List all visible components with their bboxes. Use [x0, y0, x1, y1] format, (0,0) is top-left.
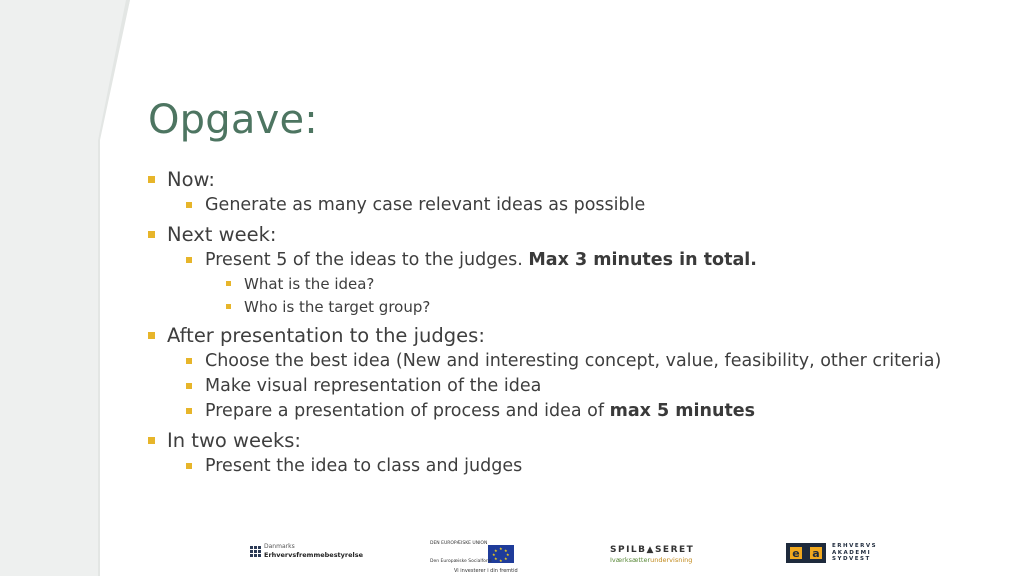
square-bullet-icon: [186, 358, 192, 364]
logo-text: Danmarks: [264, 543, 295, 550]
section-label: After presentation to the judges:: [167, 324, 485, 347]
eu-flag-icon: ★ ★ ★ ★ ★ ★ ★ ★: [488, 545, 514, 563]
list-item-text: Prepare a presentation of process and idea of: [205, 401, 610, 421]
denmark-emblem-icon: [250, 546, 260, 556]
erhvervsakademi-sydvest-logo: [786, 543, 877, 563]
section-heading: [148, 427, 998, 454]
section-heading: [148, 322, 998, 349]
list-item-emphasis: Max 3 minutes in total.: [528, 250, 757, 270]
logo-text: ERHVERVS: [832, 543, 878, 550]
square-bullet-icon: [148, 437, 155, 444]
square-bullet-icon: [186, 408, 192, 414]
section-label: In two weeks:: [167, 429, 301, 452]
logo-text: SYDVEST: [832, 556, 871, 563]
spilbaseret-logo: [610, 545, 694, 564]
eu-social-fund-logo: [428, 539, 518, 575]
square-bullet-icon: [186, 383, 192, 389]
slide-content: [148, 166, 998, 479]
logo-text: undervisning: [650, 556, 693, 564]
section-label: Next week:: [167, 223, 277, 246]
logo-text: DEN EUROPÆISKE UNION: [430, 541, 488, 546]
list-item-emphasis: max 5 minutes: [609, 401, 756, 421]
square-bullet-icon: [186, 463, 192, 469]
section-heading: [148, 166, 998, 193]
sub-list-item: [148, 296, 998, 319]
list-item: [148, 374, 998, 399]
list-item: [148, 248, 998, 273]
square-bullet-icon: [148, 231, 155, 238]
erhvervsfremmebestyrelse-logo: [250, 543, 363, 559]
sub-list-item-text: Who is the target group?: [244, 298, 431, 316]
square-bullet-icon: [148, 332, 155, 339]
list-item-text: Generate as many case relevant ideas as possible: [205, 195, 646, 215]
logo-text: Den Europæiske Socialfond: [430, 559, 492, 564]
logo-text: SPILB▲SERET: [610, 545, 695, 555]
list-item-text: Present the idea to class and judges: [205, 456, 523, 476]
list-item-text: Make visual representation of the idea: [205, 376, 542, 396]
square-bullet-icon: [186, 257, 192, 263]
list-item: [148, 193, 998, 218]
footer-logos: [0, 535, 1024, 576]
list-item: [148, 454, 998, 479]
square-bullet-icon: [226, 281, 231, 286]
square-bullet-icon: [148, 176, 155, 183]
list-item-text: Choose the best idea (New and interesting concept, value, feasibility, other criteria): [205, 351, 942, 371]
logo-text: Iværksætter: [610, 556, 651, 564]
square-bullet-icon: [186, 202, 192, 208]
list-item-text: Present 5 of the ideas to the judges.: [205, 250, 529, 270]
list-item: [148, 399, 998, 424]
section-heading: [148, 221, 998, 248]
square-bullet-icon: [226, 304, 231, 309]
logo-text: Vi investerer i din fremtid: [454, 568, 518, 574]
sub-list-item: [148, 273, 998, 296]
ea-mark-icon: e a: [786, 543, 826, 563]
slide-title: Opgave:: [148, 97, 318, 143]
section-label: Now:: [167, 168, 215, 191]
logo-text: AKADEMI: [832, 549, 872, 556]
list-item: [148, 349, 998, 374]
logo-text: Erhvervsfremmebestyrelse: [264, 551, 364, 559]
sub-list-item-text: What is the idea?: [244, 275, 375, 293]
